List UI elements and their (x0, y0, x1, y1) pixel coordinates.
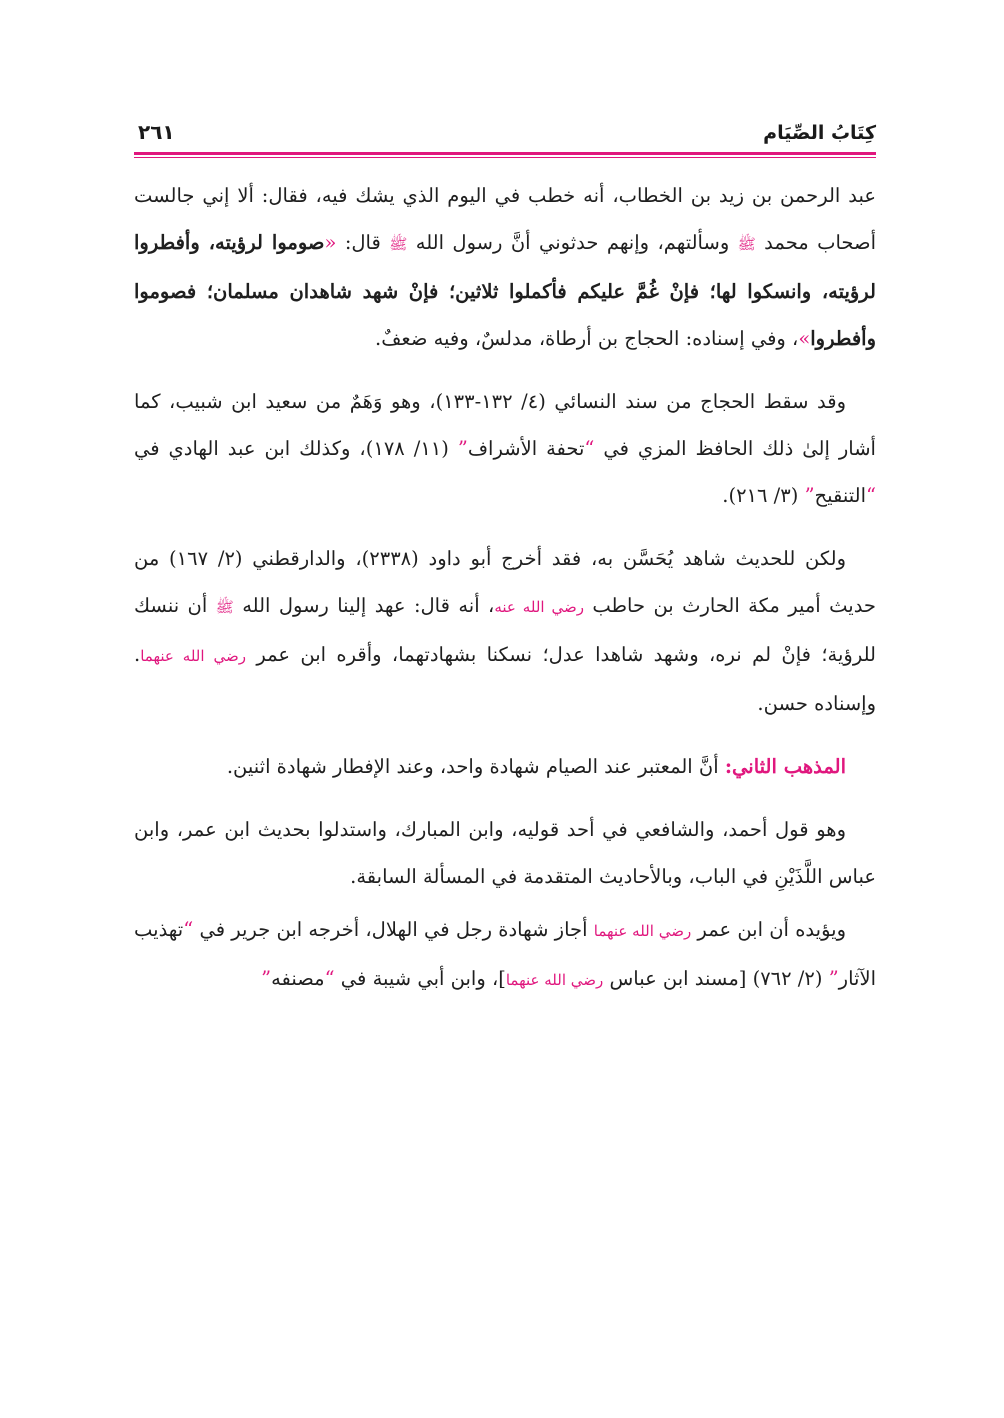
quote-open-mark: « (324, 231, 337, 254)
section-term: المذهب الثاني: (724, 755, 846, 778)
book-title: كِتَابُ الصِّيَام (763, 122, 876, 144)
paragraph-6 (134, 906, 876, 1004)
text-run: عبد الرحمن بن زيد بن الخطاب، أنه خطب في اليوم الذي يشك فيه، فقال: ألا إني جالست أصحاب محمد (134, 184, 876, 254)
text-run: ولكن للحديث شاهد يُحَسَّن به، فقد أخرج أبو داود (٢٣٣٨)، والدارقطني (٢/ ١٦٧) من حديث أمير مكة الحارث بن حاطب (134, 547, 876, 617)
text-run: (٣/ ٢١٦). (722, 484, 805, 507)
honorific-glyph: رضي الله عنهما (505, 971, 604, 989)
text-run: أنَّ المعتبر عند الصيام شهادة واحد، وعند الإفطار شهادة اثنين. (226, 755, 725, 778)
quote-open-mark: “ (324, 967, 335, 990)
text-run: وقد سقط الحجاج من سند النسائي (٤/ ١٣٢-١٣٣)، وهو وَهَمٌ من سعيد ابن شبيب، كما أشار إلىٰ ذلك الحافظ المزي في (134, 390, 876, 460)
text-run: أن ننسك للرؤية؛ فإنْ لم نره، وشهد شاهدا عدل؛ نسكنا بشهادتهما، وأقره ابن عمر (134, 594, 876, 666)
honorific-glyph: ﷺ (215, 598, 234, 616)
paragraph-3 (134, 535, 876, 727)
quote-close-mark: ” (261, 967, 272, 990)
text-run: (١١/ ١٧٨)، وكذلك ابن عبد الهادي في (134, 437, 458, 460)
quote-open-mark: “ (584, 437, 595, 460)
book-reference: تحفة الأشراف (467, 437, 585, 460)
honorific-glyph: ﷺ (737, 235, 756, 253)
honorific-glyph: ﷺ (389, 235, 408, 253)
book-reference: مصنفه (271, 967, 325, 990)
text-run: أجاز شهادة رجل في الهلال، أخرجه ابن جرير في (193, 918, 594, 941)
quote-close-mark: ” (804, 484, 815, 507)
paragraph-4 (134, 743, 876, 790)
text-run: قال: (336, 231, 390, 254)
page-header (134, 118, 876, 152)
text-run: وهو قول أحمد، والشافعي في أحد قوليه، وابن المبارك، واستدلوا بحديث ابن عمر، وابن عباس اللَّذَيْنِ في الباب، وبالأحاديث المتقدمة في المسألة السابقة. (134, 818, 876, 888)
book-page (134, 118, 876, 1004)
paragraph-5 (134, 806, 876, 900)
paragraph-2 (134, 378, 876, 519)
book-reference: التنقيح (814, 484, 867, 507)
quote-close-mark: ” (828, 967, 839, 990)
quote-open-mark: “ (866, 484, 876, 507)
quote-close-mark: ” (457, 437, 468, 460)
header-rule-thin (134, 157, 876, 158)
text-run: وسألتهم، وإنهم حدثوني أنَّ رسول الله (407, 231, 738, 254)
paragraph-1 (134, 172, 876, 362)
quote-close-mark: » (798, 327, 811, 350)
hadith-text: صوموا لرؤيته، وأفطروا لرؤيته، وانسكوا لها؛ فإنْ غُمَّ عليكم فأكملوا ثلاثين؛ فإنْ شهد شاهدان مسلمان؛ فصوموا وأفطروا (134, 231, 876, 350)
honorific-glyph: رضي الله عنهما (593, 922, 692, 940)
book-reference: تهذيب الآثار (134, 918, 876, 990)
text-run: ]، وابن أبي شيبة في (334, 967, 506, 990)
page-body (134, 172, 876, 1004)
honorific-glyph: رضي الله عنهما (140, 647, 246, 665)
text-run: . وإسناده حسن. (134, 643, 876, 715)
text-run: ، وفي إسناده: الحجاج بن أرطاة، مدلسٌ، وفيه ضعفٌ. (375, 327, 799, 350)
quote-open-mark: “ (183, 918, 194, 941)
text-run: (٢/ ٧٦٢) [مسند ابن عباس (603, 967, 829, 990)
text-run: ، أنه قال: عهد إلينا رسول الله (233, 594, 495, 617)
text-run: ويؤيده أن ابن عمر (691, 918, 846, 941)
honorific-glyph: رضي الله عنه (494, 598, 584, 616)
page-number: ٢٦١ (138, 120, 175, 144)
